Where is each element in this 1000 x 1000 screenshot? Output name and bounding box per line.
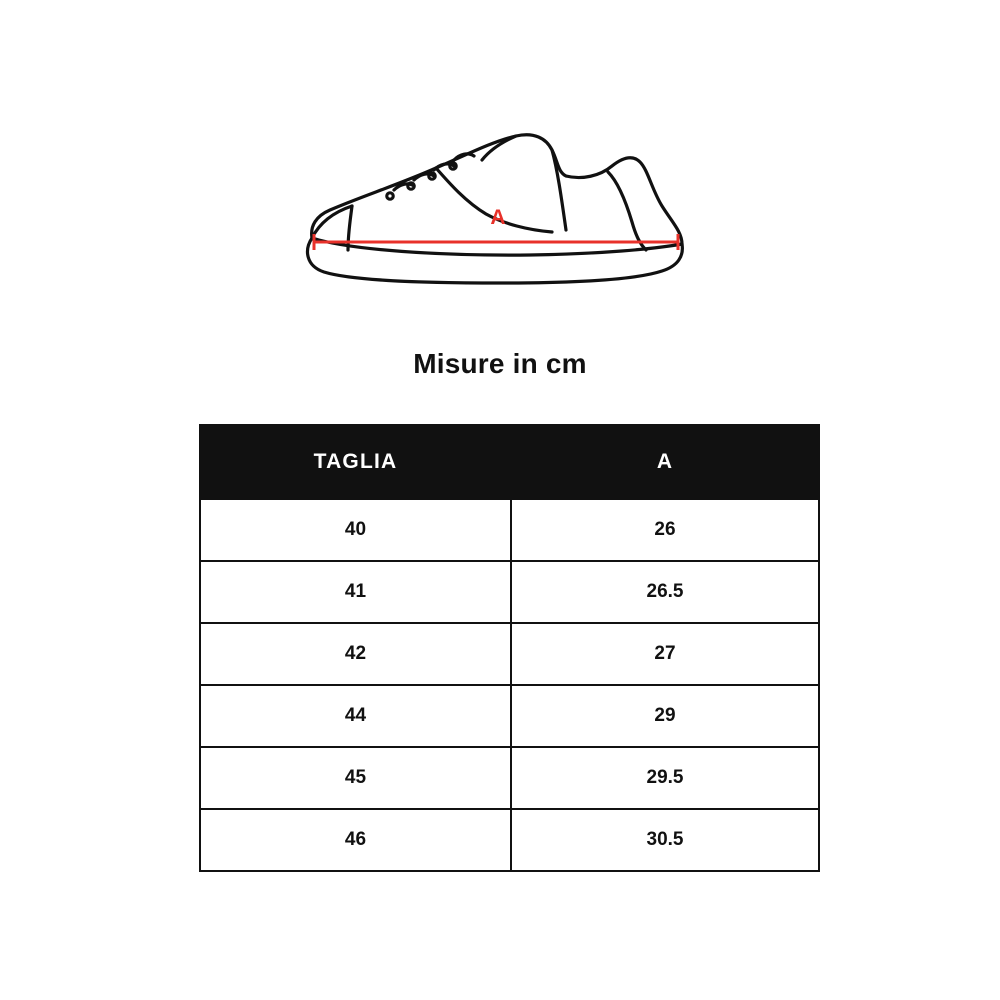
cell-size: 42 (200, 623, 511, 685)
table-row (200, 561, 819, 623)
column-header-a: A (511, 425, 819, 499)
cell-a: 26 (511, 499, 819, 561)
cell-size: 44 (200, 685, 511, 747)
size-table-wrapper (199, 424, 818, 872)
shoe-diagram (0, 100, 1000, 310)
table-row (200, 809, 819, 871)
table-header-row (200, 425, 819, 499)
sneaker-side-view-icon (290, 110, 710, 300)
cell-size: 45 (200, 747, 511, 809)
cell-a: 29 (511, 685, 819, 747)
cell-size: 40 (200, 499, 511, 561)
cell-a: 29.5 (511, 747, 819, 809)
column-header-taglia: TAGLIA (200, 425, 511, 499)
cell-size: 46 (200, 809, 511, 871)
size-table (199, 424, 820, 872)
measure-label-a: A (490, 206, 506, 229)
cell-size: 41 (200, 561, 511, 623)
cell-a: 27 (511, 623, 819, 685)
cell-a: 26.5 (511, 561, 819, 623)
table-row (200, 623, 819, 685)
table-row (200, 685, 819, 747)
cell-a: 30.5 (511, 809, 819, 871)
page-title: Misure in cm (413, 348, 587, 379)
table-row (200, 747, 819, 809)
table-row (200, 499, 819, 561)
